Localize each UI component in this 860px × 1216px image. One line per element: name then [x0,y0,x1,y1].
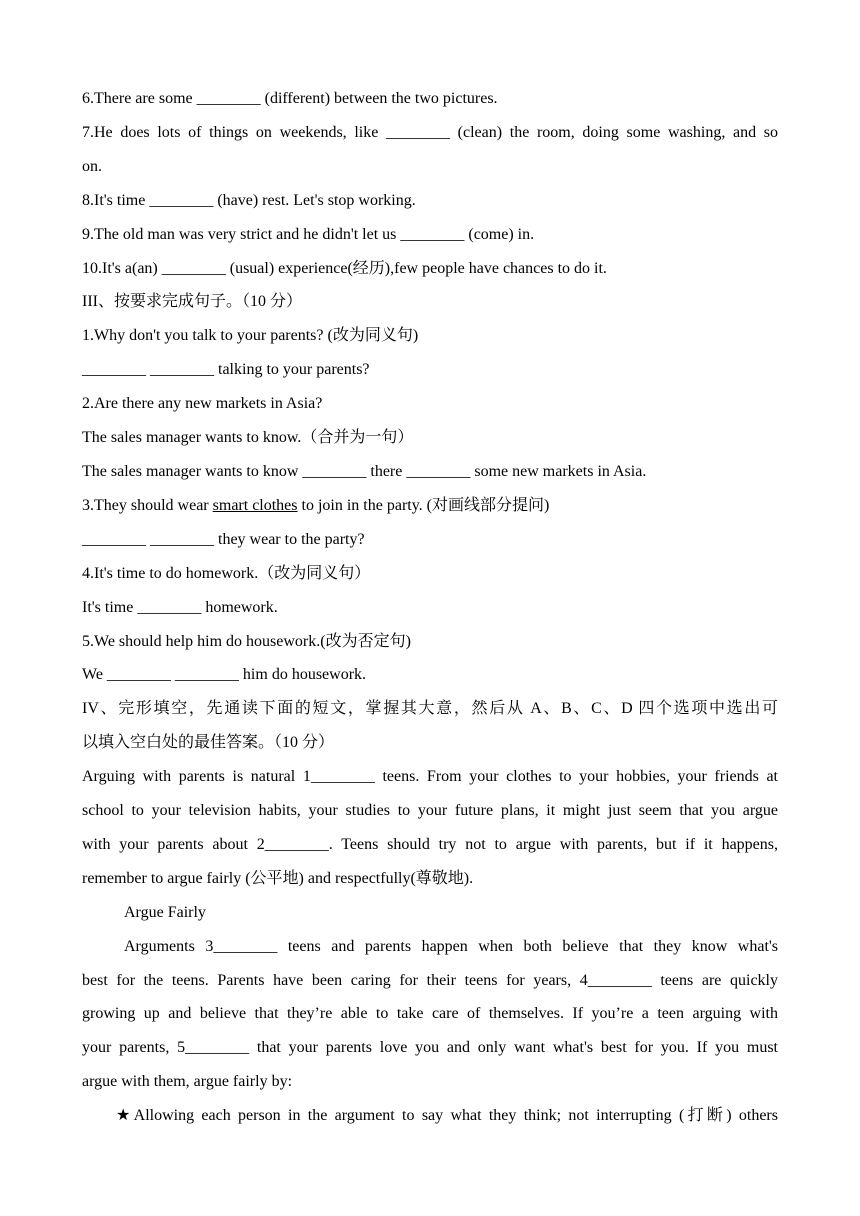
section-3-question-3 [82,489,778,523]
passage-paragraph-1-line-4: remember to argue fairly (公平地) and respectfully(尊敬地). [82,869,474,887]
section-3-answer-1: ________ ________ talking to your parents? [82,361,370,379]
passage-paragraph-2-line-3: growing up and believe that they’re able to take care of themselves. If you’re a teen arguing with [82,1005,778,1023]
question-8: 8.It's time ________ (have) rest. Let's stop working. [82,191,416,209]
question-6: 6.There are some ________ (different) between the two pictures. [82,90,498,107]
section-3-answer-2: The sales manager wants to know ________ there ________ some new markets in Asia. [82,462,647,480]
bullet-point: ★Allowing each person in the argument to say what they think; not interrupting (打断) others [116,1107,778,1125]
question-10: 10.It's a(an) ________ (usual) experience(经历),few people have chances to do it. [82,259,607,277]
section-3-answer-3: ________ ________ they wear to the party? [82,530,365,548]
section-3-question-2-line-2: The sales manager wants to know.（合并为一句） [82,429,414,447]
question-7-line-1: 7.He does lots of things on weekends, like ________ (clean) the room, doing some washing, and so [82,123,778,141]
question-7-line-2: on. [82,157,102,175]
section-4-title-line-1: IV、完形填空，先通读下面的短文，掌握其大意，然后从 A、B、C、D 四个选项中选出可 [82,700,778,718]
section-3-answer-5: We ________ ________ him do housework. [82,666,367,684]
section-3-question-2-line-1: 2.Are there any new markets in Asia? [82,395,323,413]
passage-paragraph-2-line-5: argue with them, argue fairly by: [82,1073,293,1091]
passage-heading: Argue Fairly [124,903,206,921]
question-3-text-before: 3.They should wear [82,496,213,514]
section-3-question-4: 4.It's time to do homework.（改为同义句） [82,564,371,582]
passage-paragraph-2-line-4: your parents, 5________ that your parents love you and only want what's best for you. If you must [82,1039,778,1057]
section-3-question-5: 5.We should help him do housework.(改为否定句) [82,632,411,650]
question-3-text-after: to join in the party. (对画线部分提问) [297,496,550,514]
section-4-title-line-2: 以填入空白处的最佳答案。（10 分） [82,734,335,752]
passage-paragraph-1-line-1: Arguing with parents is natural 1________ teens. From your clothes to your hobbies, your friends at [82,768,778,786]
passage-paragraph-1-line-3: with your parents about 2________. Teens should try not to argue with parents, but if it happens, [82,835,778,853]
underlined-phrase: smart clothes [212,496,298,514]
question-9: 9.The old man was very strict and he didn't let us ________ (come) in. [82,225,535,243]
section-3-title: III、按要求完成句子。（10 分） [82,293,302,311]
passage-paragraph-2-line-2: best for the teens. Parents have been caring for their teens for years, 4________ teens are quickly [82,971,778,989]
worksheet-page [82,82,778,1133]
passage-paragraph-1-line-2: school to your television habits, your studies to your future plans, it might just seem that you argue [82,802,778,820]
passage-paragraph-2-line-1: Arguments 3________ teens and parents happen when both believe that they know what's [124,937,778,955]
section-3-answer-4: It's time ________ homework. [82,598,278,616]
section-3-question-1: 1.Why don't you talk to your parents? (改为同义句) [82,327,419,345]
